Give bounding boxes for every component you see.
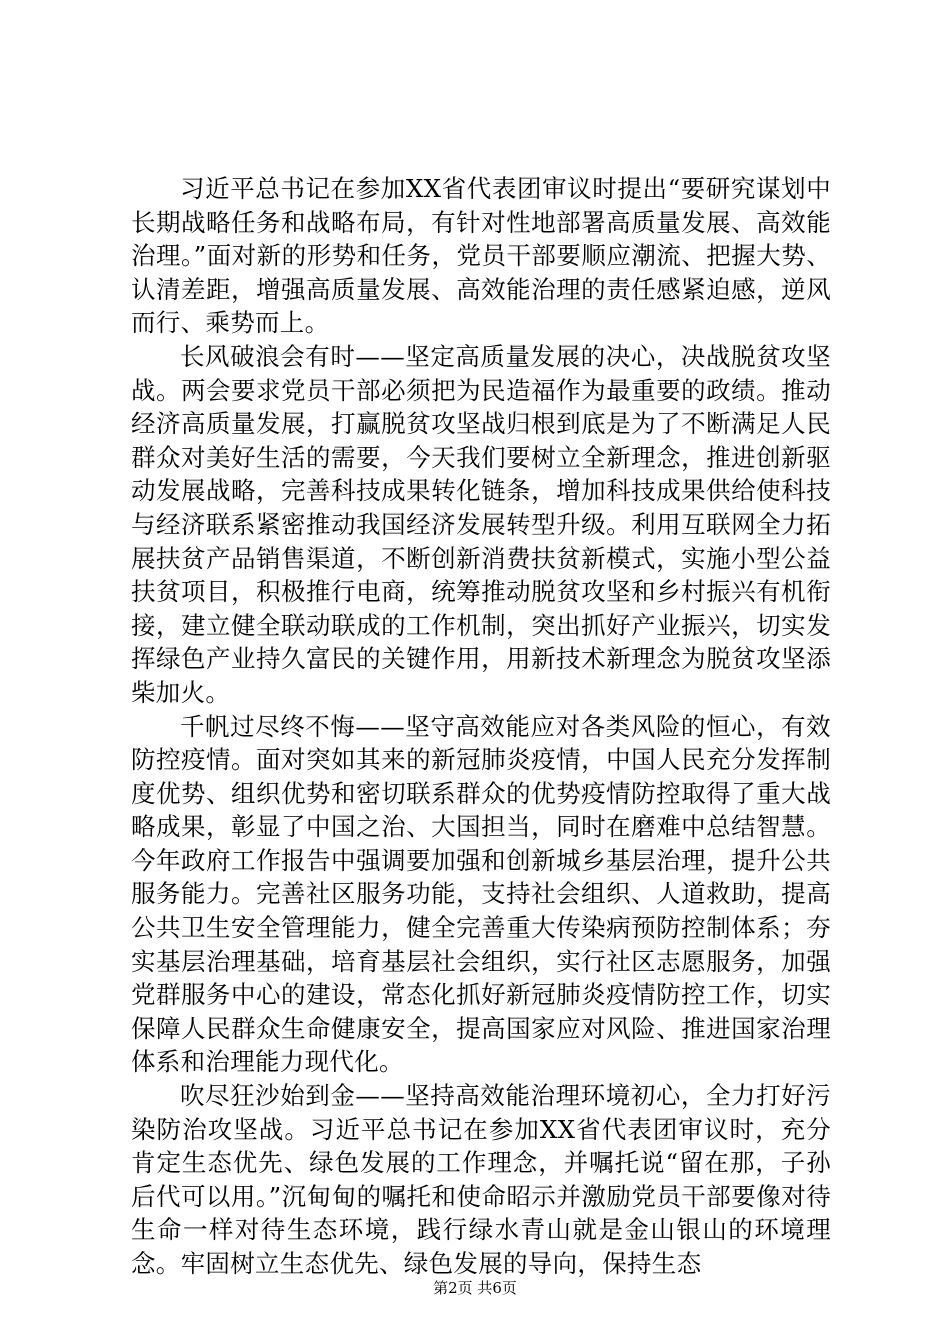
paragraph-2: 长风破浪会有时——坚定高质量发展的决心，决战脱贫攻坚战。两会要求党员干部必须把为民造福作为最重要的政绩。推动经济高质量发展，打赢脱贫攻坚战归根到底是为了不断满足人民群众对美好生活的需要，今天我们要树立全新理念，推进创新驱动发展战略，完善科技成果转化链条，增加科技成果供给使科技与经济联系紧密推动我国经济发展转型升级。利用互联网全力拓展扶贫产品销售渠道，不断创新消费扶贫新模式，实施小型公益扶贫项目，积极推行电商，统筹推动脱贫攻坚和乡村振兴有机衔接，建立健全联动联成的工作机制，突出抓好产业振兴，切实发挥绿色产业持久富民的关键作用，用新技术新理念为脱贫攻坚添柴加火。 [131, 341, 831, 707]
paragraph-1: 习近平总书记在参加XX省代表团审议时提出“要研究谋划中长期战略任务和战略布局，有针对性地部署高质量发展、高效能治理。”面对新的形势和任务，党员干部要顺应潮流、把握大势、认清差距，增强高质量发展、高效能治理的责任感紧迫感，逆风而行、乘势而上。 [131, 174, 831, 338]
paragraph-3: 千帆过尽终不悔——坚守高效能应对各类风险的恒心，有效防控疫情。面对突如其来的新冠肺炎疫情，中国人民充分发挥制度优势、组织优势和密切联系群众的优势疫情防控取得了重大战略成果，彰显了中国之治、大国担当，同时在磨难中总结智慧。今年政府工作报告中强调要加强和创新城乡基层治理，提升公共服务能力。完善社区服务功能，支持社会组织、人道救助，提高公共卫生安全管理能力，健全完善重大传染病预防控制体系；夯实基层治理基础，培育基层社会组织，实行社区志愿服务，加强党群服务中心的建设，常态化抓好新冠肺炎疫情防控工作，切实保障人民群众生命健康安全，提高国家应对风险、推进国家治理体系和治理能力现代化。 [131, 711, 831, 1077]
paragraph-4: 吹尽狂沙始到金——坚持高效能治理环境初心，全力打好污染防治攻坚战。习近平总书记在参加XX省代表团审议时，充分肯定生态优先、绿色发展的工作理念，并嘱托说“留在那，子孙后代可以用。”沉甸甸的嘱托和使命昭示并激励党员干部要像对待生命一样对待生态环境，践行绿水青山就是金山银山的环境理念。牢固树立生态优先、绿色发展的导向，保持生态 [131, 1081, 832, 1278]
document-body [131, 172, 831, 1281]
page-footer: 第2页 共6页 [433, 1279, 517, 1297]
